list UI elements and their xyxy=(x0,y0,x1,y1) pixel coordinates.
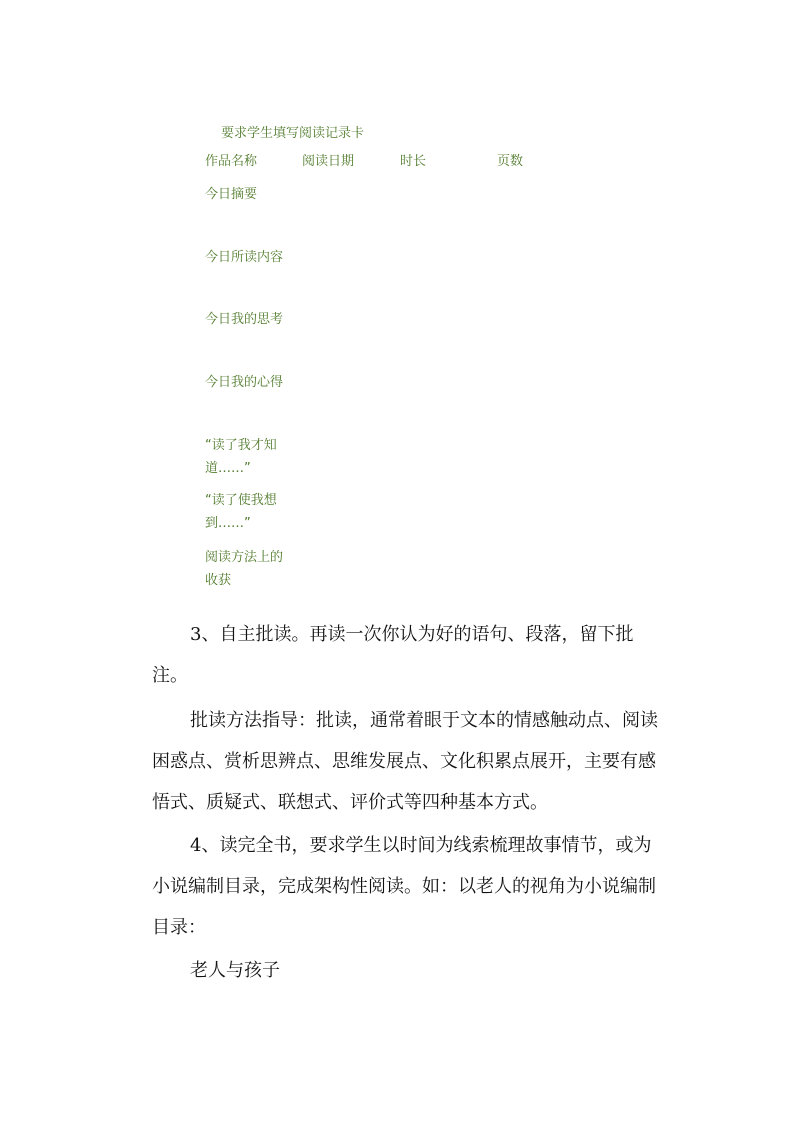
paragraph-chapter-title: 老人与孩子 xyxy=(190,960,280,981)
header-reading-date: 阅读日期 xyxy=(302,154,355,169)
card-title: 要求学生填写阅读记录卡 xyxy=(221,126,365,141)
field-today-summary: 今日摘要 xyxy=(205,187,258,202)
header-pages: 页数 xyxy=(497,154,524,169)
field-method-gains: 阅读方法上的 收获 xyxy=(205,550,284,588)
field-inspired: “读了使我想 到……” xyxy=(205,493,277,531)
paragraph-self-annotation: 3、自主批读。再读一次你认为好的语句、段落，留下批注。 xyxy=(152,624,634,686)
paragraph-annotation-guidance: 批读方法指导：批读，通常着眼于文本的情感触动点、阅读困惑点、赏析思辨点、思维发展点、文化积累点展开，主要有感悟式、质疑式、联想式、评价式等四种基本方式。 xyxy=(152,710,658,813)
header-work-name: 作品名称 xyxy=(205,154,258,169)
field-today-insights: 今日我的心得 xyxy=(205,375,284,390)
paragraph-finish-book: 4、读完全书，要求学生以时间为线索梳理故事情节，或为小说编制目录，完成架构性阅读。如：以老人的视角为小说编制目录： xyxy=(152,835,656,938)
field-today-content: 今日所读内容 xyxy=(205,250,284,265)
field-learned: “读了我才知 道……” xyxy=(205,438,277,476)
field-today-thoughts: 今日我的思考 xyxy=(205,312,284,327)
header-duration: 时长 xyxy=(400,154,427,169)
